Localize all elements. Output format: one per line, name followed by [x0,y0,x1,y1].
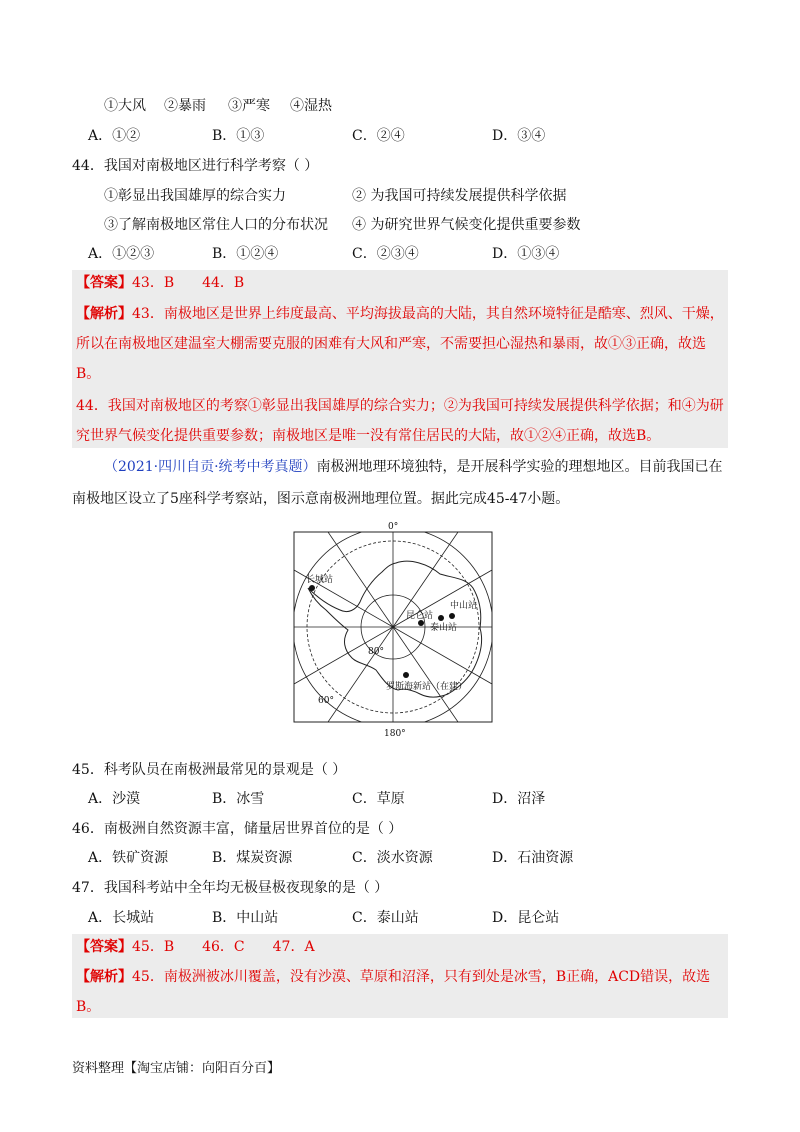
answer-1-text: 43．B 44．B [132,275,245,291]
q47-option-a: A．长城站 [88,910,155,926]
analysis-1-line-2: 所以在南极地区建温室大棚需要克服的困难有大风和严寒，不需要担心湿热和暴雨，故①③正确，故选 [76,336,706,352]
q47-option-b: B．中山站 [212,910,279,926]
q43-option-d: D．③④ [492,128,546,144]
q45-option-b: B．冰雪 [212,791,265,807]
analysis-2-line-2: B。 [76,999,101,1015]
analysis-1-line-5: 究世界气候变化提供重要参数；南极地区是唯一没有常住居民的大陆，故①②④正确，故选B。 [76,428,661,444]
q44-option-d: D．①③④ [492,246,560,262]
q47-stem: 47．我国科考站中全年均无极昼极夜现象的是（ ） [72,880,389,896]
q43-option-c: C．②④ [352,128,405,144]
answer-2-tag: 【答案】 [76,939,132,955]
q47-option-d: D．昆仑站 [492,910,560,926]
q43-item-1: ①大风 [104,98,146,114]
analysis-2-line-1 [76,967,710,987]
analysis-1-line-1 [76,304,724,324]
analysis-1-tag: 【解析】 [76,306,132,322]
station-label-kunlun: 昆仑站 [406,611,434,621]
answer-2 [76,937,315,957]
q43-option-b: B．①③ [212,128,265,144]
q43-item-4: ④湿热 [290,98,332,114]
q43-item-3: ③严寒 [228,98,270,114]
q46-option-c: C．淡水资源 [352,850,433,866]
q44-item-3: ③了解南极地区常住人口的分布状况 [104,217,328,233]
q46-option-d: D．石油资源 [492,850,574,866]
q44-item-2: ② 为我国可持续发展提供科学依据 [352,188,567,204]
q44-item-1: ①彰显出我国雄厚的综合实力 [104,188,286,204]
station-dot-taishan [438,615,444,621]
q44-option-a: A．①②③ [88,246,155,262]
intro-line-1 [104,457,723,477]
source-label: （2021·四川自贡·统考中考真题） [104,459,317,475]
q45-option-c: C．草原 [352,791,405,807]
station-dot-changcheng [309,585,315,591]
q43-option-a: A．①② [88,128,141,144]
analysis-1-text-1: 43．南极地区是世界上纬度最高、平均海拔最高的大陆，其自然环境特征是酷寒、烈风、干燥， [132,306,724,322]
q46-option-a: A．铁矿资源 [88,850,169,866]
analysis-2-text-1: 45．南极洲被冰川覆盖，没有沙漠、草原和沼泽，只有到处是冰雪，B正确，ACD错误，故选 [132,969,711,985]
analysis-2-tag: 【解析】 [76,969,132,985]
q44-option-c: C．②③④ [352,246,419,262]
station-dot-zhongshan [449,613,455,619]
answer-analysis-block-1 [72,270,728,448]
q44-option-b: B．①②④ [212,246,279,262]
answer-2-text: 45．B 46．C 47．A [132,939,315,955]
station-label-rosssea: 罗斯海新站（在建） [386,682,468,692]
answer-1 [76,273,244,293]
q45-option-d: D．沼泽 [492,791,546,807]
station-label-zhongshan: 中山站 [450,601,478,611]
map-label-80: 80° [368,647,384,657]
station-dot-rosssea [403,672,409,678]
analysis-1-line-4: 44．我国对南极地区的考察①彰显出我国雄厚的综合实力；②为我国可持续发展提供科学依据；和④为研 [76,398,724,414]
map-label-0: 0° [388,522,399,532]
intro-text-1: 南极洲地理环境独特，是开展科学实验的理想地区。目前我国已在 [316,459,723,475]
q45-stem: 45．科考队员在南极洲最常见的景观是（ ） [72,762,347,778]
q46-option-b: B．煤炭资源 [212,850,293,866]
q44-stem: 44．我国对南极地区进行科学考察（ ） [72,158,319,174]
q44-item-4: ④ 为研究世界气候变化提供重要参数 [352,217,581,233]
q46-stem: 46．南极洲自然资源丰富，储量居世界首位的是（ ） [72,821,403,837]
intro-line-2: 南极地区设立了5座科学考察站，图示意南极洲地理位置。据此完成45-47小题。 [72,491,570,507]
q43-item-2: ②暴雨 [164,98,206,114]
answer-1-tag: 【答案】 [76,275,132,291]
footer-text: 资料整理【淘宝店铺：向阳百分百】 [72,1061,281,1076]
station-label-taishan: 泰山站 [430,623,458,633]
analysis-1-line-3: B。 [76,366,101,382]
q45-option-a: A．沙漠 [88,791,141,807]
map-label-180: 180° [384,729,406,739]
antarctica-map [288,518,500,740]
q47-option-c: C．泰山站 [352,910,419,926]
map-label-60: 60° [318,696,334,706]
station-label-changcheng: 长城站 [306,575,334,585]
